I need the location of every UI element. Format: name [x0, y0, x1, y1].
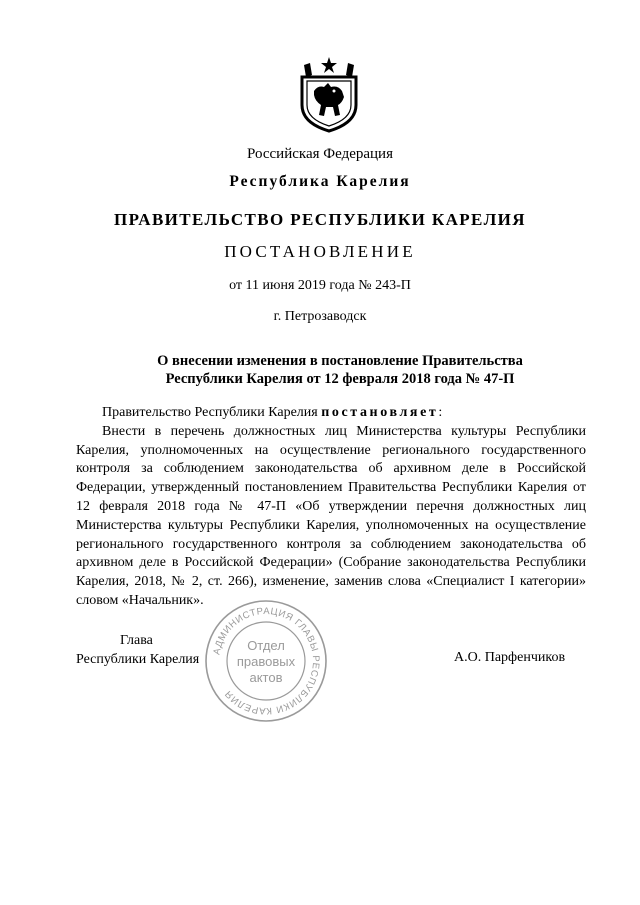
karelia-coat-of-arms-icon	[298, 55, 360, 133]
city: г. Петрозаводск	[273, 309, 367, 324]
stamp-line-1: Отдел	[247, 638, 285, 653]
stamp-line-2: правовых	[236, 654, 296, 669]
country-name: Российская Федерация	[247, 146, 393, 162]
signature-title	[76, 631, 199, 669]
subject-line-2: Республики Карелия от 12 февраля 2018 года № 47-П	[165, 371, 515, 387]
decree-word: постановляет	[321, 405, 439, 420]
signature-title-line-1: Глава	[120, 633, 153, 648]
legal-department-stamp	[203, 598, 329, 724]
document-type: ПОСТАНОВЛЕНИЕ	[224, 242, 416, 261]
stamp-line-3: актов	[249, 670, 283, 685]
document-body	[76, 404, 586, 611]
decree-intro	[76, 404, 586, 423]
signature-title-line-2: Республики Карелия	[76, 652, 200, 667]
decree-paragraph: Внести в перечень должностных лиц Министерства культуры Республики Карелия, уполномоченных на осуществление регионального государственного контроля за соблюдением законодательства об архивном деле в Российской Федерации, утвержденный постановлением Правительства Республики Карелия от 12 февраля 2018 года № 47-П «Об утверждении перечня должностных лиц Министерства культуры Республики Карелия, уполномоченных на осуществление регионального государственного контроля за соблюдением законодательства об архивном деле в Российской Федерации» (Собрание законодательства Республики Карелия, 2018, № 2, ст. 266), изменение, заменив слова «Специалист I категории» словом «Начальник».	[76, 423, 586, 608]
date-and-number: от 11 июня 2019 года № 243-П	[229, 278, 411, 293]
subject-line-1: О внесении изменения в постановление Правительства	[157, 353, 523, 369]
document-subject	[0, 352, 640, 388]
intro-text: Правительство Республики Карелия	[102, 405, 322, 420]
government-title: ПРАВИТЕЛЬСТВО РЕСПУБЛИКИ КАРЕЛИЯ	[114, 210, 526, 229]
stamp-ring-text: АДМИНИСТРАЦИЯ ГЛАВЫ РЕСПУБЛИКИ КАРЕЛИЯ	[211, 605, 322, 717]
star-icon	[321, 57, 337, 73]
intro-end: :	[438, 405, 443, 420]
signatory-name: А.О. Парфенчиков	[454, 650, 566, 665]
republic-name: Республика Карелия	[229, 173, 411, 190]
